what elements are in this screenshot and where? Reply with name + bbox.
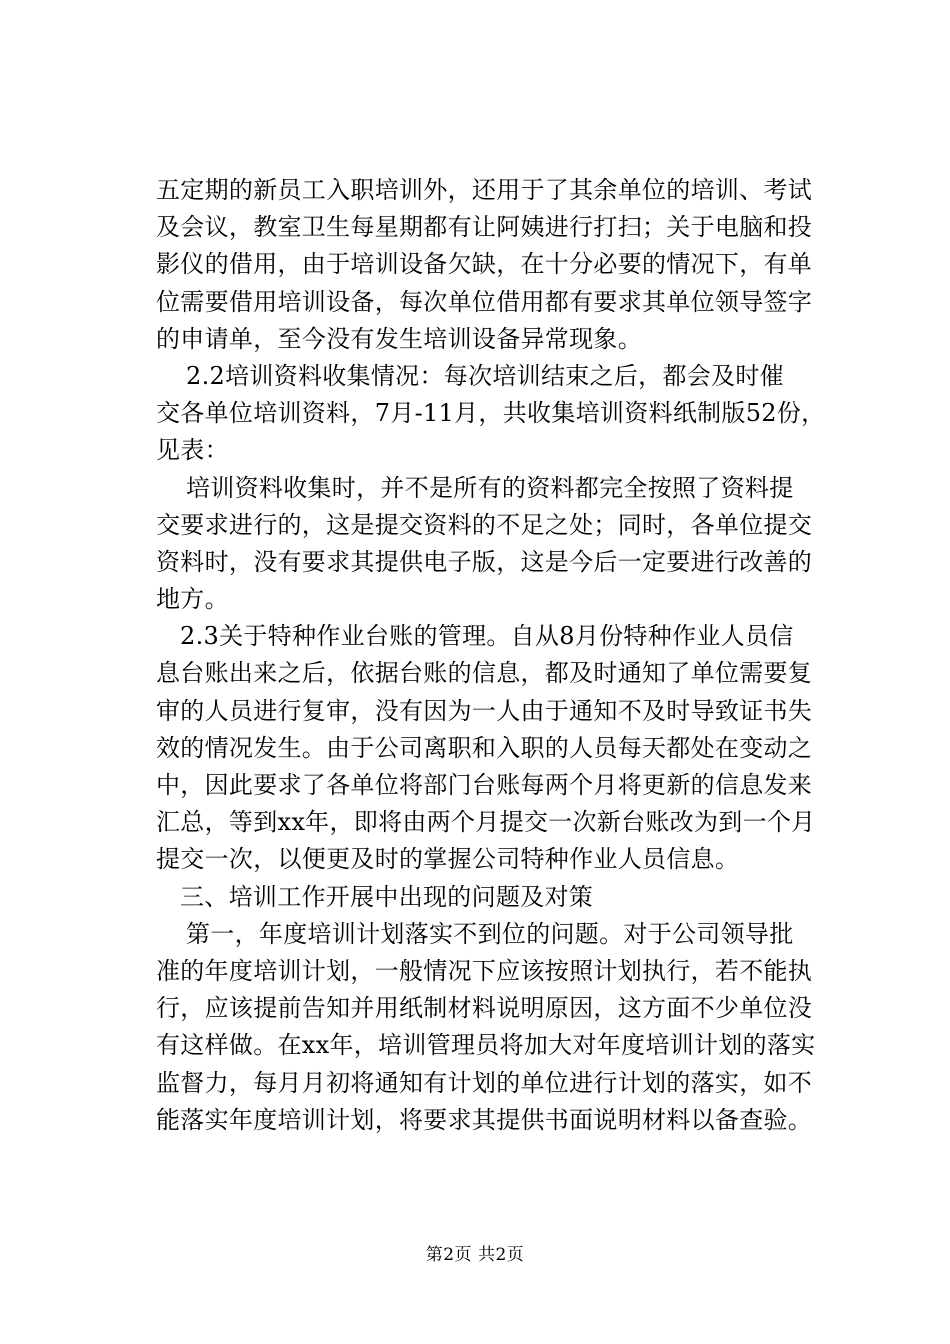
text-line: 准的年度培训计划，一般情况下应该按照计划执行，若不能执: [156, 956, 813, 985]
text-line: 行，应该提前告知并用纸制材料说明原因，这方面不少单位没: [156, 994, 813, 1023]
text-line: 2.2培训资料收集情况：每次培训结束之后，都会及时催: [186, 361, 784, 390]
text-line: 资料时，没有要求其提供电子版，这是今后一定要进行改善的: [156, 547, 813, 576]
text-line: 地方。: [156, 585, 229, 614]
text-line: 审的人员进行复审，没有因为一人由于通知不及时导致证书失: [156, 696, 813, 725]
page-number-footer: 第2页 共2页: [425, 1245, 525, 1265]
text-line: 五定期的新员工入职培训外，还用于了其余单位的培训、考试: [156, 176, 813, 204]
body-text: [156, 172, 836, 1139]
text-line: 见表：: [156, 436, 229, 465]
text-line: 2.3关于特种作业台账的管理。自从8月份特种作业人员信: [180, 622, 794, 651]
section-heading: 三、培训工作开展中出现的问题及对策: [180, 882, 594, 911]
text-line: 及会议，教室卫生每星期都有让阿姨进行打扫；关于电脑和投: [156, 213, 813, 242]
text-line: 位需要借用培训设备，每次单位借用都有要求其单位领导签字: [156, 287, 813, 316]
text-line: 汇总，等到xx年，即将由两个月提交一次新台账改为到一个月: [156, 808, 816, 837]
text-line: 有这样做。在xx年，培训管理员将加大对年度培训计划的落实: [156, 1031, 816, 1060]
text-line: 提交一次，以便更及时的掌握公司特种作业人员信息。: [156, 845, 740, 874]
text-line: 影仪的借用，由于培训设备欠缺，在十分必要的情况下，有单: [156, 250, 813, 279]
text-line: 监督力，每月月初将通知有计划的单位进行计划的落实，如不: [156, 1068, 813, 1097]
text-line: 能落实年度培训计划，将要求其提供书面说明材料以备查验。: [156, 1105, 813, 1134]
text-line: 效的情况发生。由于公司离职和入职的人员每天都处在变动之: [156, 733, 813, 762]
text-line: 息台账出来之后，依据台账的信息，都及时通知了单位需要复: [156, 659, 813, 688]
text-line: 交各单位培训资料，7月-11月，共收集培训资料纸制版52份，: [156, 399, 826, 428]
text-line: 的申请单，至今没有发生培训设备异常现象。: [156, 324, 642, 353]
text-line: 第一，年度培训计划落实不到位的问题。对于公司领导批: [186, 919, 794, 948]
text-line: 交要求进行的，这是提交资料的不足之处；同时，各单位提交: [156, 510, 813, 539]
text-line: 中，因此要求了各单位将部门台账每两个月将更新的信息发来: [156, 771, 813, 799]
text-line: 培训资料收集时，并不是所有的资料都完全按照了资料提: [186, 473, 794, 502]
